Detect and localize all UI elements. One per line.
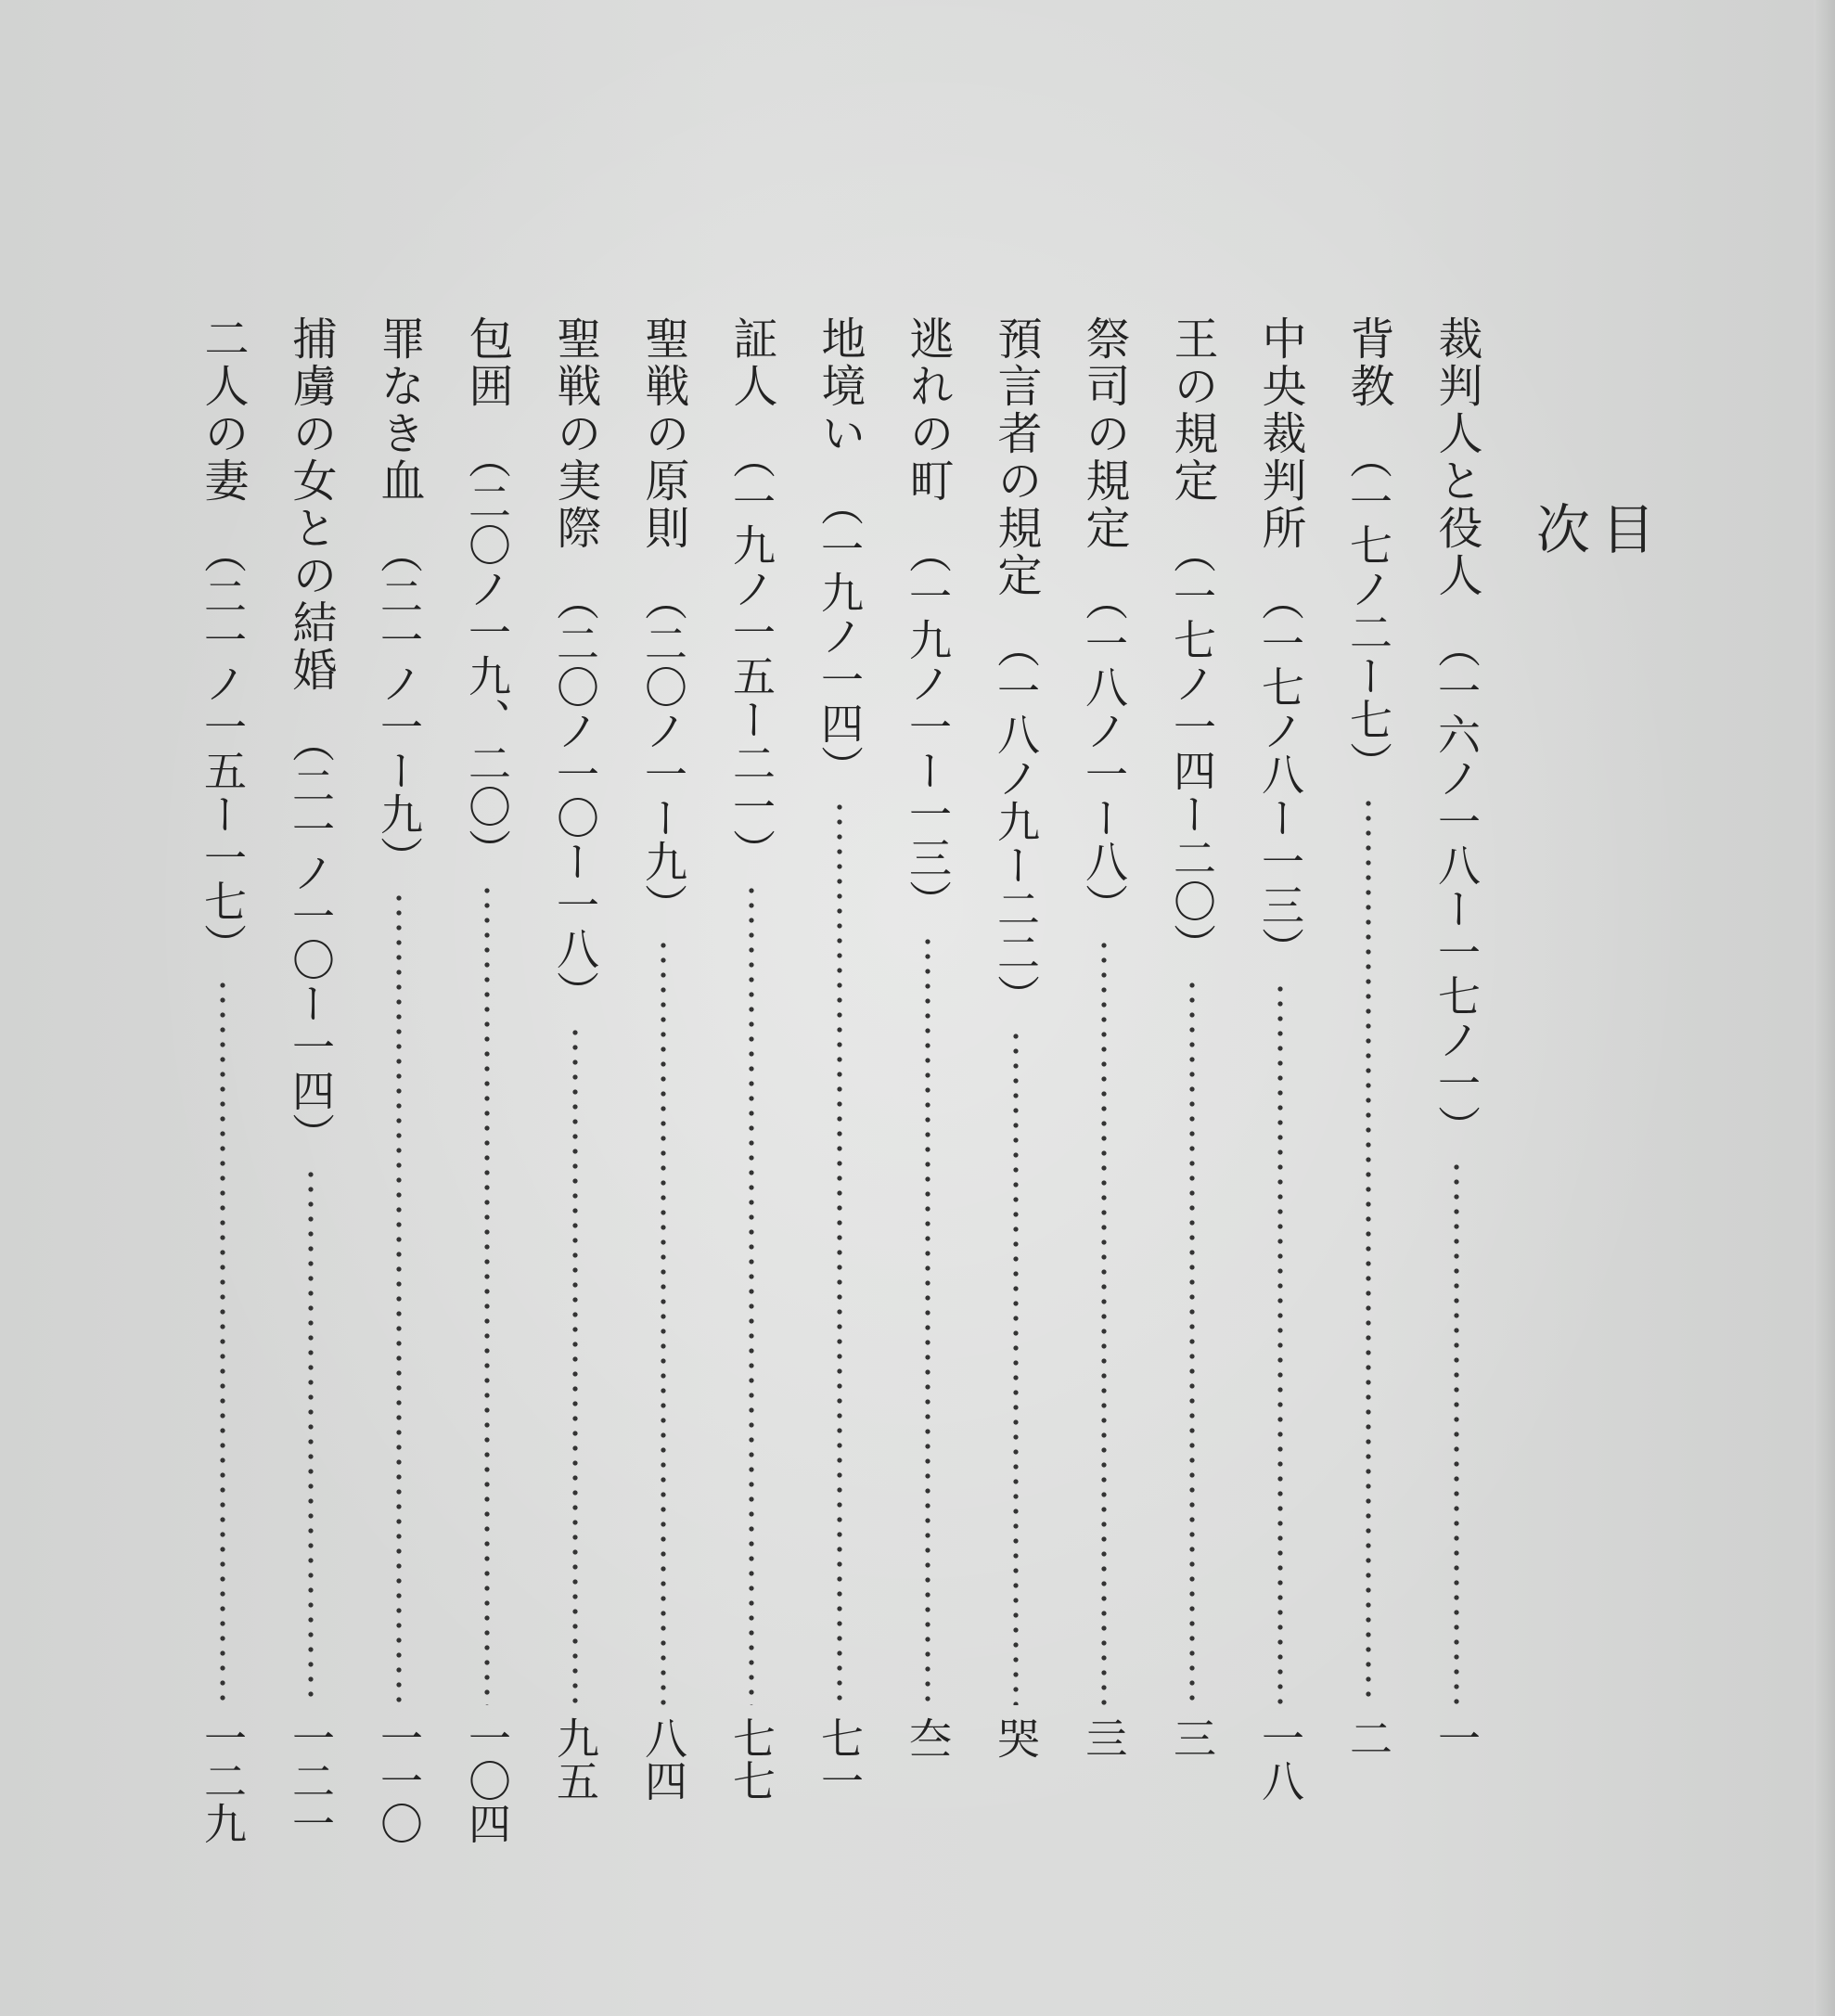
entry-page-number: 一八	[1255, 1716, 1305, 1802]
toc-heading: 目 次	[1527, 501, 1655, 887]
leader-dots	[1277, 982, 1283, 1705]
entry-title: 逃れの町	[902, 315, 954, 505]
toc-entry[interactable]	[1160, 315, 1225, 1837]
entry-reference: （一八ノ九ー二二）	[991, 625, 1041, 1018]
leader-dots	[484, 883, 490, 1705]
entry-title: 証人	[725, 315, 777, 410]
entry-title: 捕虜の女との結婚	[285, 315, 337, 694]
leader-dots	[1013, 1029, 1019, 1705]
leader-dots	[572, 1025, 578, 1705]
entry-page-number: 亖	[1079, 1716, 1129, 1759]
entry-title: 包囲	[461, 315, 513, 410]
leader-dots	[1101, 938, 1107, 1705]
toc-entry[interactable]	[807, 315, 872, 1837]
entry-page-number: 一二一	[286, 1716, 336, 1844]
entry-reference: （一七ノ一四ー二〇）	[1167, 531, 1217, 967]
entry-reference: （二一ノ一〇ー一四）	[286, 720, 336, 1156]
entry-title: 預言者の規定	[990, 315, 1042, 599]
toc-list	[181, 315, 1498, 1844]
entry-page-number: 七一	[815, 1716, 865, 1802]
leader-dots	[1366, 796, 1371, 1705]
toc-entry[interactable]	[719, 315, 784, 1837]
entry-title: 裁判人と役人	[1431, 315, 1482, 599]
entry-title: 聖戦の原則	[637, 315, 689, 552]
entry-reference: （一六ノ一八ー一七ノ一）	[1431, 625, 1482, 1149]
toc-entry[interactable]	[1071, 315, 1136, 1837]
entry-page-number: 七七	[726, 1716, 776, 1802]
leader-dots	[661, 938, 666, 1705]
toc-entry[interactable]	[278, 315, 343, 1844]
entry-reference: （二一ノ一五ー一七）	[198, 531, 248, 967]
entry-page-number: 夳	[903, 1716, 953, 1759]
entry-reference: （二〇ノ一〇ー一八）	[550, 578, 600, 1014]
entry-title: 地境い	[814, 315, 866, 457]
entry-reference: （一九ノ一四）	[815, 483, 865, 789]
entry-page-number: 一一〇	[374, 1716, 424, 1844]
entry-title: 背教	[1342, 315, 1394, 410]
leader-dots	[1454, 1160, 1459, 1705]
toc-entry[interactable]	[631, 315, 696, 1837]
toc-entry[interactable]	[895, 315, 960, 1837]
leader-dots	[308, 1167, 314, 1705]
entry-title: 王の規定	[1166, 315, 1218, 505]
leader-dots	[220, 978, 225, 1705]
entry-title: 罪なき血	[373, 315, 425, 505]
toc-entry[interactable]	[190, 315, 255, 1844]
toc-entry[interactable]	[1336, 315, 1401, 1837]
entry-reference: （一九ノ一ー一三）	[903, 531, 953, 923]
leader-dots	[396, 891, 402, 1705]
entry-reference: （一九ノ一五ー二一）	[726, 436, 776, 872]
leader-dots	[1189, 978, 1195, 1705]
toc-entry[interactable]	[543, 315, 608, 1837]
toc-entry[interactable]	[366, 315, 431, 1844]
toc-entry[interactable]	[1248, 315, 1313, 1837]
entry-page-number: 二	[1343, 1716, 1393, 1759]
leader-dots	[749, 883, 754, 1705]
entry-reference: （一八ノ一ー八）	[1079, 578, 1129, 927]
entry-reference: （一七ノ二ー七）	[1343, 436, 1393, 785]
entry-page-number: 八四	[638, 1716, 688, 1802]
entry-reference: （二〇ノ一ー九）	[638, 578, 688, 927]
entry-title: 二人の妻	[197, 315, 249, 505]
leader-dots	[837, 800, 842, 1705]
entry-reference: （一七ノ八ー一三）	[1255, 578, 1305, 970]
leader-dots	[925, 934, 930, 1705]
entry-title: 中央裁判所	[1254, 315, 1306, 552]
entry-reference: （二一ノ一ー九）	[374, 531, 424, 880]
entry-page-number: 九五	[550, 1716, 600, 1802]
entry-reference: （二〇ノ一九、二〇）	[462, 436, 512, 872]
entry-page-number: 一	[1431, 1716, 1482, 1759]
toc-entry[interactable]	[983, 315, 1048, 1837]
entry-page-number: 一〇四	[462, 1716, 512, 1844]
toc-entry[interactable]	[1424, 315, 1489, 1837]
entry-page-number: 三	[1167, 1716, 1217, 1759]
entry-title: 祭司の規定	[1078, 315, 1130, 552]
entry-page-number: 一二九	[198, 1716, 248, 1844]
entry-title: 聖戦の実際	[549, 315, 601, 552]
adjacent-page-edge	[1814, 0, 1835, 2016]
toc-entry[interactable]	[455, 315, 520, 1844]
entry-page-number: 哭	[991, 1716, 1041, 1759]
